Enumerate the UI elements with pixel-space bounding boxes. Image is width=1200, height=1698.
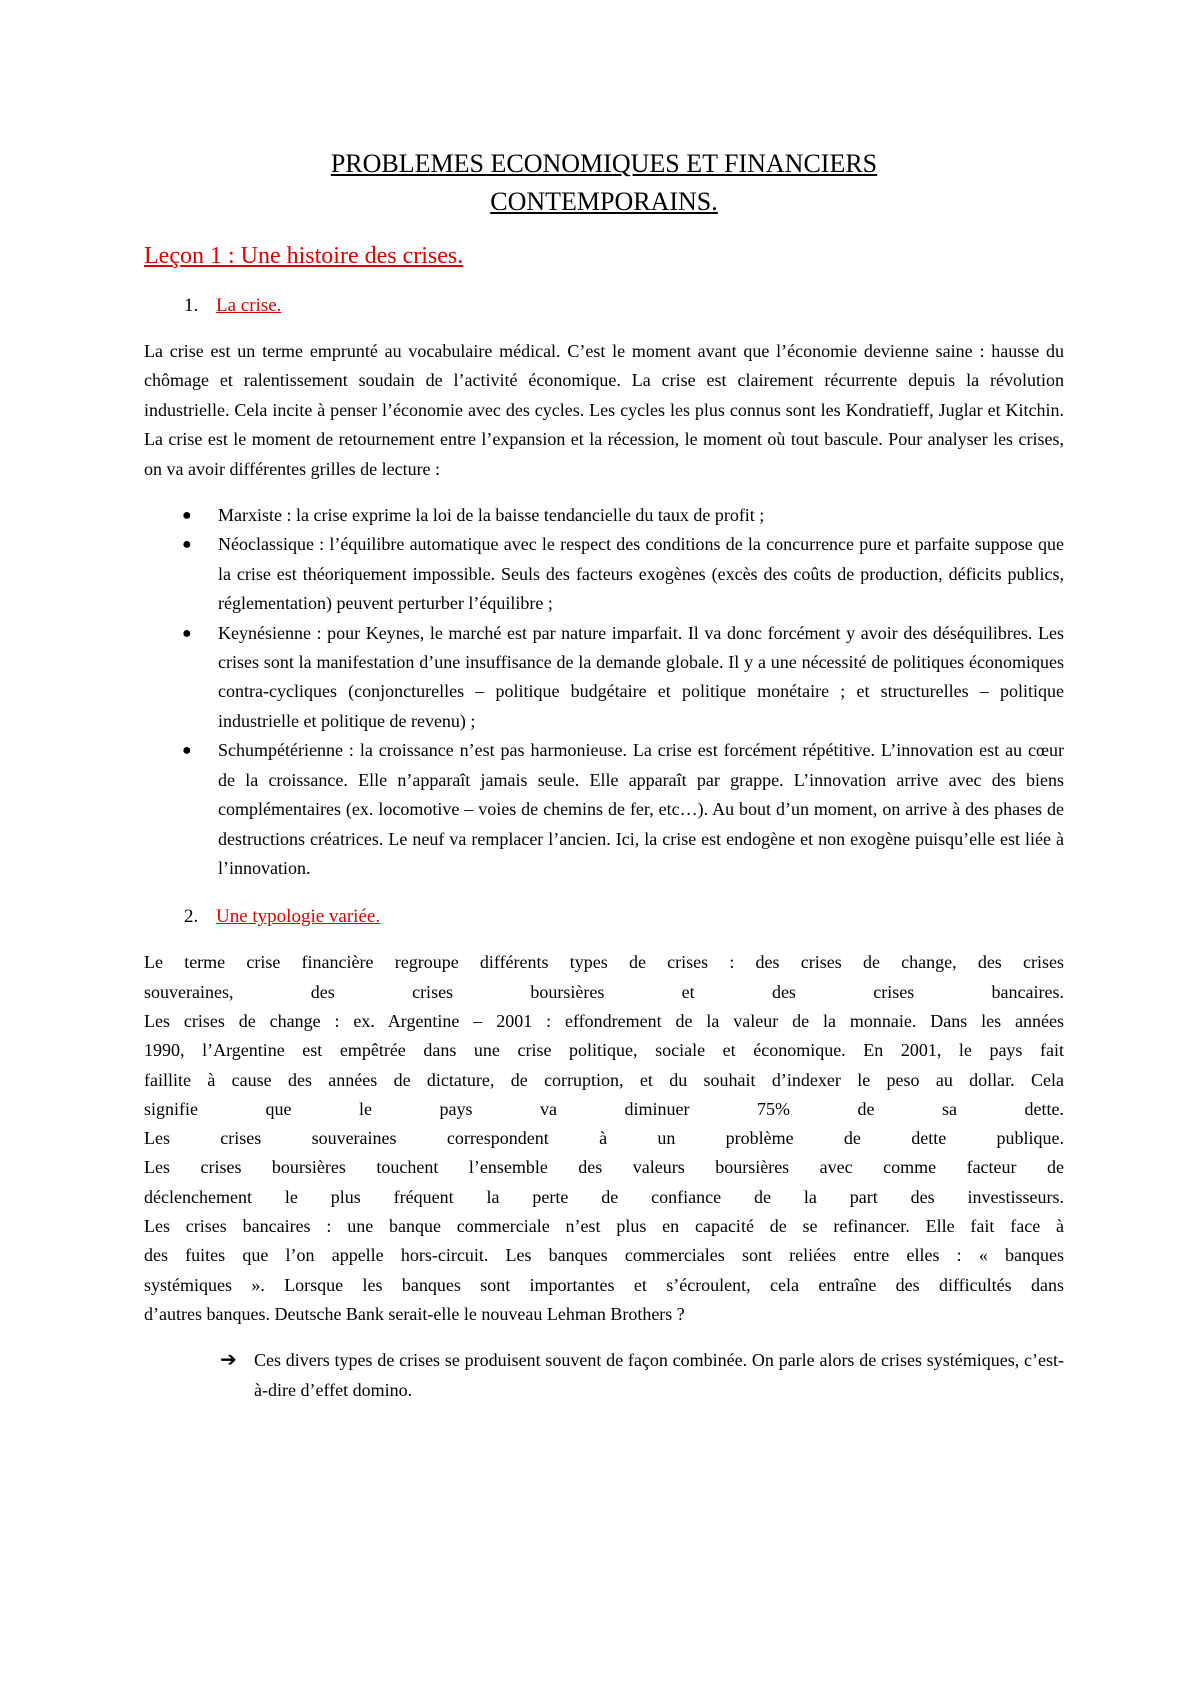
bullet-icon: ● (182, 742, 192, 760)
paragraph-line: Les crises boursières touchent l’ensemble des valeurs boursières avec comme facteur de (144, 1157, 1064, 1178)
list-item (144, 619, 1064, 737)
document-title (144, 145, 1064, 221)
document-title-line-1: PROBLEMES ECONOMIQUES ET FINANCIERS (330, 149, 878, 178)
list-item-text: Keynésienne : pour Keynes, le marché est par nature imparfait. Il va donc forcément y avoir des déséquilibres. Les crises sont la manifestation d’une insuffisance de la demande globale. Il y a une nécessité de politiques économiques contra-cycliques (conjoncturelles – politique budgétaire et politique monétaire ; et structurelles – politique industrielle et politique de revenu) ; (218, 622, 1064, 731)
reading-grids-list (144, 501, 1064, 883)
paragraph-line: Les crises bancaires : une banque commerciale n’est plus en capacité de se refinancer. Elle fait face à (144, 1215, 1064, 1236)
conclusion-text: Ces divers types de crises se produisent souvent de façon combinée. On parle alors de crises systémiques, c’est-à-dire d’effet domino. (254, 1350, 1064, 1400)
paragraph-line: systémiques ». Lorsque les banques sont importantes et s’écroulent, cela entraîne des difficultés dans (144, 1274, 1064, 1295)
section-2-number: 2. (184, 906, 199, 928)
conclusion-note (144, 1346, 1064, 1405)
list-item-text: Schumpétérienne : la croissance n’est pas harmonieuse. La crise est forcément répétitive. L’innovation est au cœur de la croissance. Elle n’apparaît jamais seule. Elle apparaît par grappe. L’innovation arrive avec des biens complémentaires (ex. locomotive – voies de chemins de fer, etc…). Au bout d’un moment, on arrive à des phases de destructions créatrices. Le neuf va remplacer l’ancien. Ici, la crise est endogène et non exogène puisqu’elle est liée à l’innovation. (218, 740, 1064, 878)
list-item (144, 501, 1064, 530)
section-2-paragraph (144, 948, 1064, 1329)
paragraph-line: des fuites que l’on appelle hors-circuit. Les banques commerciales sont reliées entre elles : « banques (144, 1245, 1064, 1266)
bullet-icon: ● (182, 624, 192, 642)
bullet-icon: ● (182, 536, 192, 554)
list-item-text: Marxiste : la crise exprime la loi de la baisse tendancielle du taux de profit ; (218, 505, 765, 526)
list-item-text: Néoclassique : l’équilibre automatique avec le respect des conditions de la concurrence pure et parfaite suppose que la crise est théoriquement impossible. Seuls des facteurs exogènes (excès des coûts de production, déficits publics, réglementation) peuvent perturber l’équilibre ; (218, 534, 1064, 614)
section-2-heading (184, 903, 1064, 931)
list-item (144, 736, 1064, 883)
bullet-icon: ● (182, 507, 192, 525)
paragraph-line: signifie que le pays va diminuer 75% de sa dette. (144, 1098, 1064, 1119)
section-1-intro-paragraph: La crise est un terme emprunté au vocabulaire médical. C’est le moment avant que l’économie devienne saine : hausse du chômage et ralentissement soudain de l’activité économique. La crise est clairement récurrente depuis la révolution industrielle. Cela incite à penser l’économie avec des cycles. Les cycles les plus connus sont les Kondratieff, Juglar et Kitchin. La crise est le moment de retournement entre l’expansion et la récession, le moment où tout bascule. Pour analyser les crises, on va avoir différentes grilles de lecture : (144, 341, 1064, 479)
section-1-heading (184, 292, 1064, 320)
paragraph-line: 1990, l’Argentine est empêtrée dans une crise politique, sociale et économique. En 2001, le pays fait (144, 1040, 1064, 1061)
section-1-label: La crise. (216, 295, 282, 316)
paragraph-line: Les crises souveraines correspondent à un problème de dette publique. (144, 1128, 1064, 1149)
section-2-label: Une typologie variée. (216, 906, 381, 928)
paragraph-line: Le terme crise financière regroupe différents types de crises : des crises de change, des crises (144, 952, 1064, 973)
paragraph-line: faillite à cause des années de dictature, de corruption, et du souhait d’indexer le peso au dollar. Cela (144, 1069, 1064, 1090)
arrow-right-icon: ➔ (220, 1349, 237, 1372)
paragraph-line: déclenchement le plus fréquent la perte de confiance de la part des investisseurs. (144, 1186, 1064, 1207)
section-1-number: 1. (184, 295, 199, 316)
list-item (144, 530, 1064, 618)
lesson-title: Leçon 1 : Une histoire des crises. (144, 243, 464, 269)
document-title-line-2: CONTEMPORAINS. (490, 187, 718, 216)
paragraph-line: souveraines, des crises boursières et des crises bancaires. (144, 981, 1064, 1002)
paragraph-line: d’autres banques. Deutsche Bank serait-elle le nouveau Lehman Brothers ? (144, 1303, 685, 1324)
paragraph-line: Les crises de change : ex. Argentine – 2001 : effondrement de la valeur de la monnaie. Dans les années (144, 1010, 1064, 1031)
